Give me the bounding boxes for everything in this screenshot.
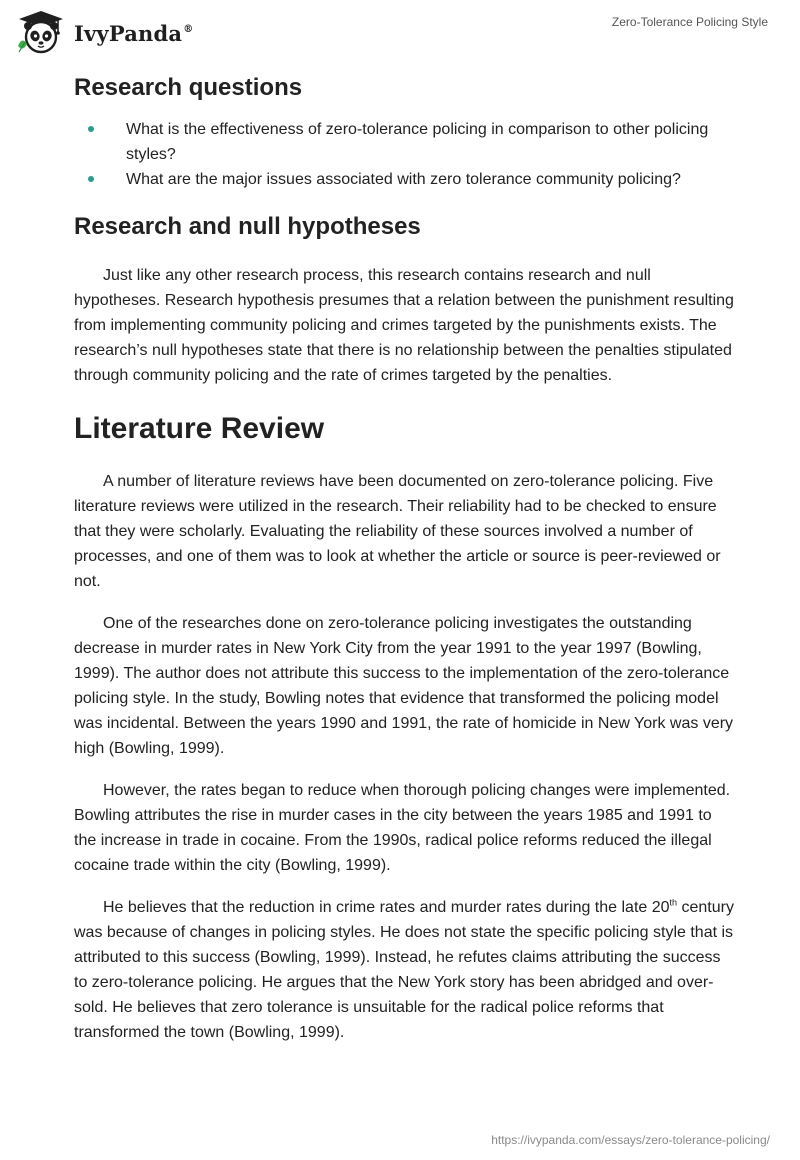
literature-paragraph: However, the rates began to reduce when thorough policing changes were implemented. Bowling attributes the rise in murder cases in the city between the years 1985 and 1991 to the increase in trade in cocaine. From the 1990s, radical police reforms reduced the illegal cocaine trade within the city (Bowling, 1999). xyxy=(74,782,731,874)
brand-name: IvyPanda® xyxy=(74,20,194,46)
source-url[interactable]: https://ivypanda.com/essays/zero-tolerance-policing/ xyxy=(491,1133,770,1147)
page-header xyxy=(0,0,800,60)
list-item-text: What is the effectiveness of zero-tolerance policing in comparison to other policing styles? xyxy=(126,121,709,163)
brand-logo[interactable] xyxy=(14,8,193,56)
essay-title: Zero-Tolerance Policing Style xyxy=(611,15,768,29)
registered-mark: ® xyxy=(183,23,194,35)
ordinal-suffix: th xyxy=(669,897,678,908)
paragraph-text: century was because of changes in policing styles. He does not state the specific policing style that is attributed to this success (Bowling, 1999). Instead, he refutes claims attributing the success to zero-tolerance policing. He argues that the New York story has been abridged and over-sold. He believes that zero tolerance is unsuitable for the radical police reforms that transformed the town (Bowling, 1999). xyxy=(74,899,734,1041)
list-item xyxy=(74,117,734,167)
literature-paragraph: One of the researches done on zero-tolerance policing investigates the outstanding decrease in murder rates in New York City from the year 1991 to the year 1997 (Bowling, 1999). The author does not attribute this success to the implementation of the zero-tolerance policing style. In the study, Bowling notes that evidence that transformed the policing model was incidental. Between the years 1990 and 1991, the rate of homicide in New York was very high (Bowling, 1999). xyxy=(74,615,734,757)
list-item xyxy=(74,167,734,192)
literature-paragraph: A number of literature reviews have been documented on zero-tolerance policing. Five literature reviews were utilized in the research. Their reliability had to be checked to ensure that they were scholarly. Evaluating the reliability of these sources involved a number of processes, and one of them was to look at whether the article or source is peer-reviewed or not. xyxy=(74,473,721,590)
literature-paragraph xyxy=(74,895,734,1045)
literature-review-heading: Literature Review xyxy=(74,412,325,445)
essay-content xyxy=(74,72,734,1045)
bullet-icon xyxy=(88,176,94,182)
paragraph-text: He believes that the reduction in crime rates and murder rates during the late 20 xyxy=(103,899,670,916)
bullet-icon xyxy=(88,126,94,132)
hypotheses-paragraph: Just like any other research process, this research contains research and null hypotheses. Research hypothesis presumes that a relation between the punishment resulting from implementing community policing and crimes targeted by the punishments exists. The research’s null hypotheses state that there is no relationship between the penalties stipulated through community policing and the rate of crimes targeted by the penalties. xyxy=(74,267,734,384)
research-questions-heading: Research questions xyxy=(74,74,303,101)
research-questions-list xyxy=(74,117,734,192)
list-item-text: What are the major issues associated with zero tolerance community policing? xyxy=(126,171,681,188)
hypotheses-heading: Research and null hypotheses xyxy=(74,213,421,240)
graduation-panda-icon xyxy=(14,8,68,56)
